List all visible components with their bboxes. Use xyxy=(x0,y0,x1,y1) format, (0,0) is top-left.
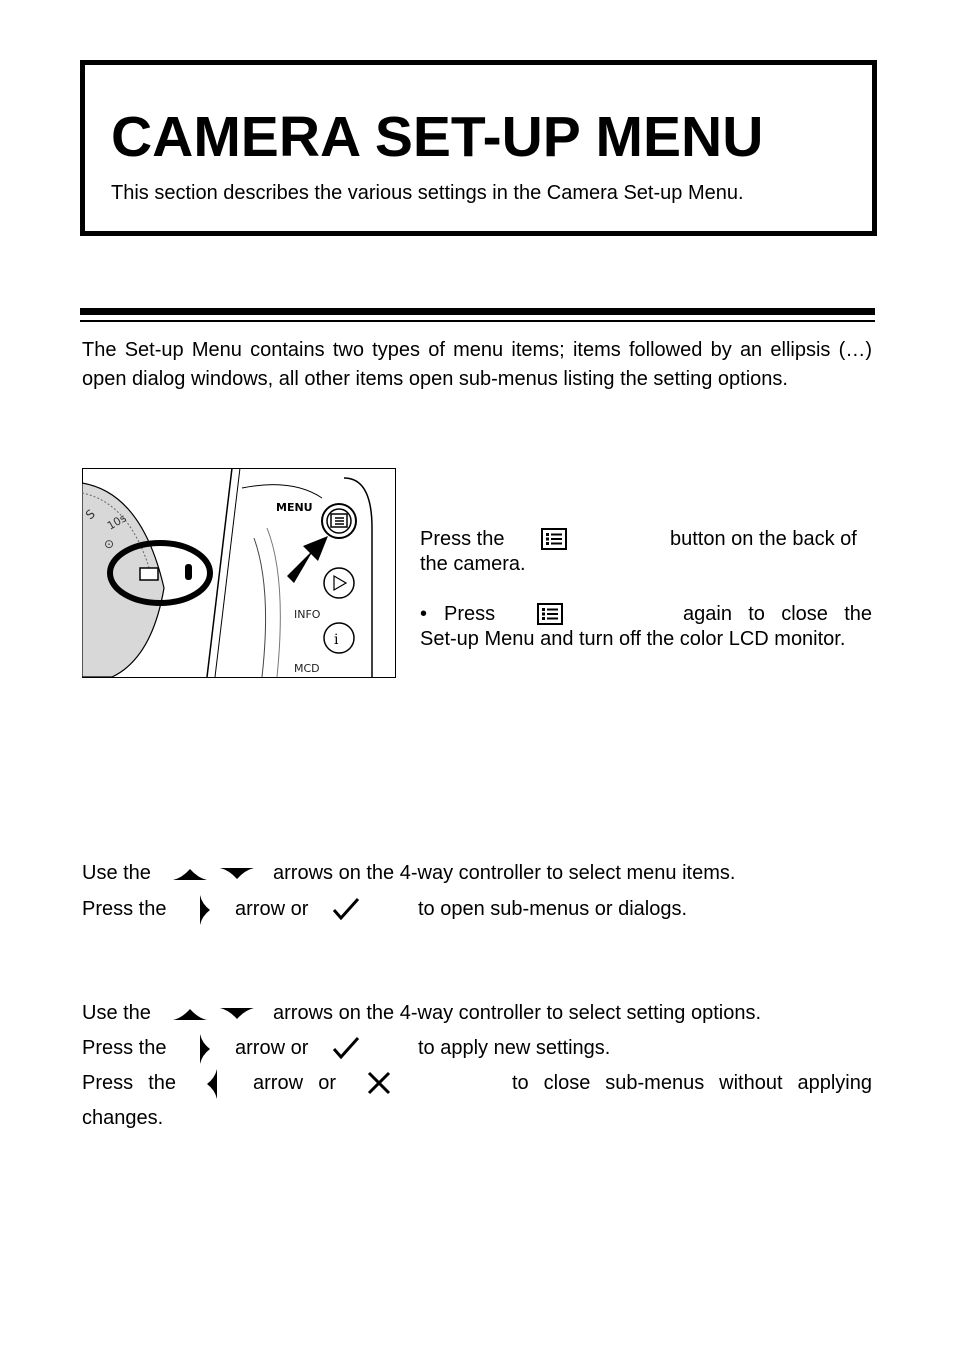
nav-options-press-the-2: Press the xyxy=(82,1072,176,1094)
nav-items-press-the: Press the xyxy=(82,898,167,920)
right-arrow-icon xyxy=(198,894,212,926)
nav-items-open-text: to open sub-menus or dialogs. xyxy=(418,898,688,920)
up-arrow-icon xyxy=(172,1006,208,1022)
svg-text:i: i xyxy=(334,632,339,648)
down-arrow-icon xyxy=(219,866,255,882)
nav-items-arrows-text: arrows on the 4-way controller to select menu items. xyxy=(273,862,736,884)
open-menu-again-text: again to close the xyxy=(683,603,872,625)
svg-text:10s: 10s xyxy=(105,511,129,533)
figure-info-label: INFO xyxy=(294,608,321,621)
camera-back-illustration xyxy=(82,468,396,678)
nav-options-apply-text: to apply new settings. xyxy=(418,1037,611,1059)
nav-options-changes: changes. xyxy=(82,1107,164,1129)
up-arrow-icon xyxy=(172,866,208,882)
page-subtitle: This section describes the various settings in the Camera Set-up Menu. xyxy=(111,182,744,204)
figure-mcd-label: MCD xyxy=(294,662,320,675)
open-menu-close-text: Set-up Menu and turn off the color LCD monitor. xyxy=(420,628,846,650)
nav-options-arrow-or: arrow or xyxy=(235,1037,309,1059)
cross-icon xyxy=(367,1071,391,1095)
section-rule-thick xyxy=(80,308,875,315)
svg-text:S: S xyxy=(82,506,98,523)
intro-paragraph: The Set-up Menu contains two types of menu items; items followed by an ellipsis (…) open dialog windows, all other items open sub-menus listing the setting options. xyxy=(82,339,872,390)
nav-options-use-the: Use the xyxy=(82,1002,151,1024)
figure-menu-label: MENU xyxy=(276,501,313,514)
bullet: • xyxy=(420,603,428,625)
open-menu-the-camera: the camera. xyxy=(420,553,526,575)
open-menu-press-the: Press the xyxy=(420,528,505,550)
right-arrow-icon xyxy=(198,1033,212,1065)
nav-items-use-the: Use the xyxy=(82,862,151,884)
nav-options-arrow-or-2: arrow or xyxy=(253,1072,336,1094)
open-menu-button-text: button on the back of xyxy=(670,528,857,550)
open-menu-press: Press xyxy=(444,603,496,625)
checkmark-icon xyxy=(332,1035,360,1061)
nav-options-close-text: to close sub-menus without applying xyxy=(512,1072,872,1094)
nav-options-press-the: Press the xyxy=(82,1037,167,1059)
nav-options-arrows-text: arrows on the 4-way controller to select setting options. xyxy=(273,1002,762,1024)
menu-list-icon xyxy=(537,603,563,625)
svg-text:⊙: ⊙ xyxy=(104,537,115,551)
menu-list-icon xyxy=(541,528,567,550)
section-rule-thin xyxy=(80,320,875,322)
checkmark-icon xyxy=(332,896,360,922)
title-box xyxy=(80,60,877,236)
nav-items-arrow-or: arrow or xyxy=(235,898,309,920)
down-arrow-icon xyxy=(219,1006,255,1022)
left-arrow-icon xyxy=(205,1068,219,1100)
page-title: CAMERA SET-UP MENU xyxy=(111,105,764,169)
